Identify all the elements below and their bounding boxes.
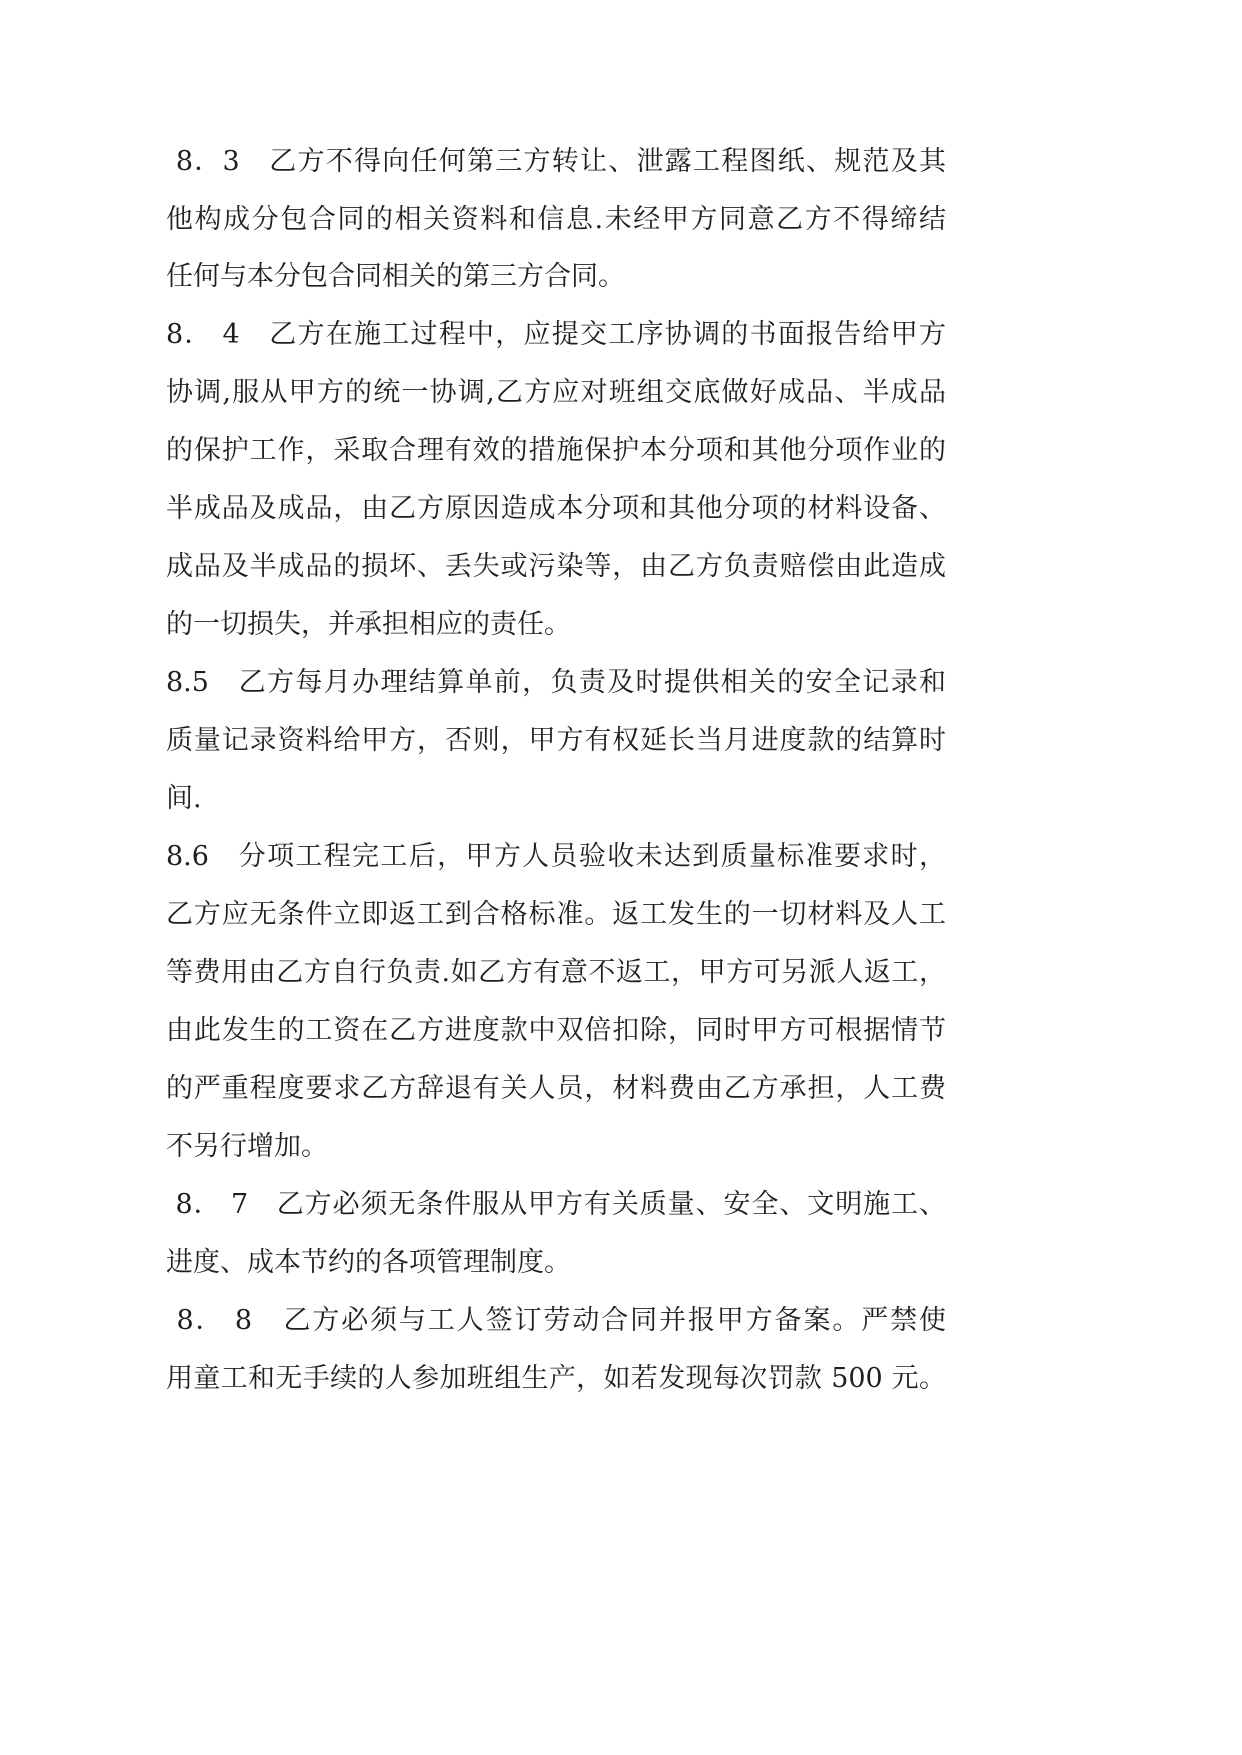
clause-8-4-line-4: 半成品及成品，由乙方原因造成本分项和其他分项的材料设备、 [166, 493, 946, 524]
clause-8-4-line-1: 8． 4 乙方在施工过程中，应提交工序协调的书面报告给甲方 [166, 319, 946, 350]
clause-8-6-line-6: 不另行增加。 [166, 1131, 328, 1162]
clause-8-6-line-2: 乙方应无条件立即返工到合格标准。返工发生的一切材料及人工 [166, 899, 946, 930]
clause-8-5-line-1: 8.5 乙方每月办理结算单前，负责及时提供相关的安全记录和 [166, 667, 946, 698]
clause-8-8-line-1: 8． 8 乙方必须与工人签订劳动合同并报甲方备案。严禁使 [166, 1305, 946, 1336]
clause-8-5-line-2: 质量记录资料给甲方，否则，甲方有权延长当月进度款的结算时 [166, 725, 946, 756]
clause-8-3-line-2: 他构成分包合同的相关资料和信息.未经甲方同意乙方不得缔结 [166, 204, 946, 235]
clause-8-6-line-1: 8.6 分项工程完工后，甲方人员验收未达到质量标准要求时， [166, 841, 946, 872]
clause-8-6-line-3: 等费用由乙方自行负责.如乙方有意不返工，甲方可另派人返工， [166, 957, 946, 988]
clause-8-7-line-1: 8． 7 乙方必须无条件服从甲方有关质量、安全、文明施工、 [166, 1189, 946, 1220]
clause-8-4-line-6: 的一切损失，并承担相应的责任。 [166, 609, 571, 640]
clause-8-3-line-1: 8．3 乙方不得向任何第三方转让、泄露工程图纸、规范及其 [166, 146, 946, 177]
clause-8-5-line-3: 间. [166, 783, 202, 814]
clause-8-3-line-3: 任何与本分包合同相关的第三方合同。 [166, 261, 625, 292]
clause-8-7-line-2: 进度、成本节约的各项管理制度。 [166, 1247, 571, 1278]
clause-8-6-line-5: 的严重程度要求乙方辞退有关人员，材料费由乙方承担，人工费 [166, 1073, 946, 1104]
clause-8-4-line-5: 成品及半成品的损坏、丢失或污染等，由乙方负责赔偿由此造成 [166, 551, 946, 582]
clause-8-4-line-3: 的保护工作，采取合理有效的措施保护本分项和其他分项作业的 [166, 435, 946, 466]
clause-8-4-line-2: 协调,服从甲方的统一协调,乙方应对班组交底做好成品、半成品 [166, 377, 946, 408]
clause-8-6-line-4: 由此发生的工资在乙方进度款中双倍扣除，同时甲方可根据情节 [166, 1015, 946, 1046]
clause-8-8-line-2: 用童工和无手续的人参加班组生产，如若发现每次罚款 500 元。 [166, 1363, 946, 1394]
